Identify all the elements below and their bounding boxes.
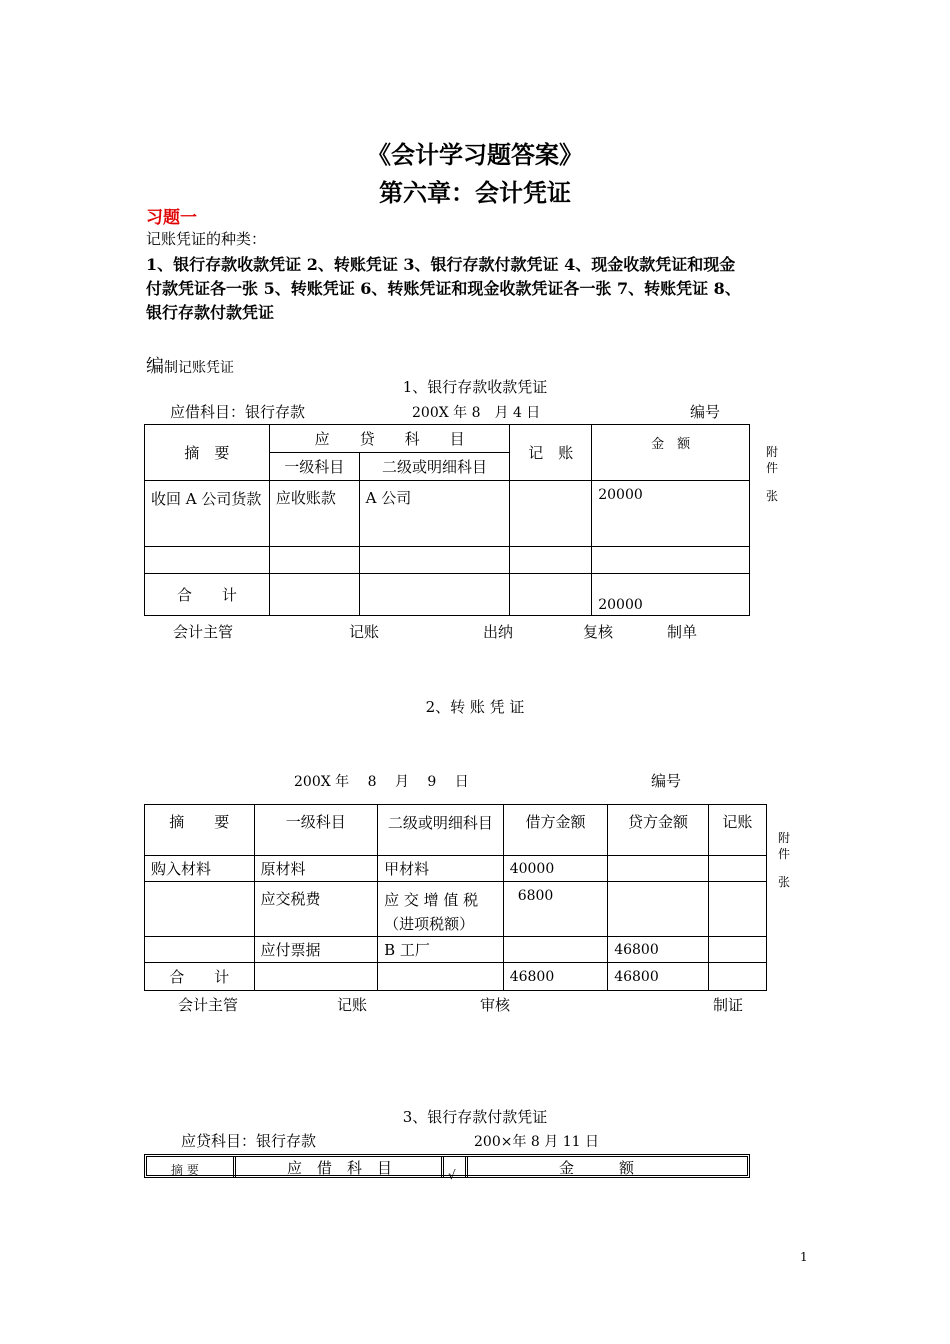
voucher1-empty-cell (359, 574, 510, 616)
voucher2-row2-debit: 6800 (503, 882, 608, 937)
voucher2-sig-supervisor: 会计主管 (178, 996, 239, 1014)
voucher2-row2-summary (145, 882, 255, 937)
voucher2-empty-cell (708, 963, 766, 991)
voucher2-header-summary: 摘 要 (145, 805, 255, 856)
voucher3-header-row (144, 1154, 750, 1178)
voucher1-header-credit: 应 贷 科 目 (269, 425, 510, 453)
voucher2-header-debit: 借方金额 (503, 805, 608, 856)
voucher2-row3-credit: 46800 (608, 937, 708, 963)
voucher1-total-label: 合 计 (145, 574, 270, 616)
column-divider (465, 1156, 471, 1178)
column-divider (441, 1156, 447, 1178)
voucher2-row2-level1: 应交税费 (254, 882, 378, 937)
voucher2-header-level1: 一级科目 (254, 805, 378, 856)
voucher2-empty-cell (254, 963, 378, 991)
voucher1-attach-char: 附 (766, 445, 779, 459)
voucher1-empty-cell (145, 547, 270, 574)
question-text: 记账凭证的种类： (146, 230, 267, 248)
voucher3-check-mark: √ (448, 1168, 456, 1182)
voucher2-attachment-label (778, 830, 790, 890)
voucher2-row3-summary (145, 937, 255, 963)
voucher2-table (144, 804, 767, 991)
voucher2-row3-debit (503, 937, 608, 963)
voucher2-row1-debit: 40000 (503, 856, 608, 882)
voucher2-row3-post (708, 937, 766, 963)
voucher1-row1-summary: 收回 A 公司货款 (145, 481, 270, 547)
voucher2-empty-cell (378, 963, 504, 991)
voucher1-sig-reviewer: 复核 (583, 623, 614, 641)
voucher1-header-summary: 摘 要 (145, 425, 270, 481)
voucher1-empty-cell (510, 574, 592, 616)
voucher2-row1-credit (608, 856, 708, 882)
voucher1-title: 1、银行存款收款凭证 (402, 378, 548, 396)
voucher2-attach-char: 张 (778, 875, 791, 889)
voucher2-header-level2: 二级或明细科目 (378, 805, 504, 856)
page-number: 1 (800, 1250, 808, 1264)
answer-line-2: 付款凭证各一张 5、转账凭证 6、转账凭证和现金收款凭证各一张 7、转账凭证 8、 (146, 279, 741, 298)
voucher2-header-credit: 贷方金额 (608, 805, 708, 856)
voucher1-sig-bookkeeper: 记账 (349, 623, 380, 641)
section-heading-first: 编 (146, 356, 164, 377)
voucher3-header-summary: 摘 要 (171, 1163, 199, 1177)
voucher1-row1-level1: 应收账款 (269, 481, 359, 547)
section-heading-rest: 制记账凭证 (164, 360, 234, 376)
voucher1-sig-preparer: 制单 (667, 623, 698, 641)
voucher2-attach-char: 附 (778, 831, 791, 845)
document-title: 《会计学习题答案》 (367, 140, 583, 169)
voucher2-title: 2、转 账 凭 证 (425, 698, 525, 716)
voucher1-total-amount: 20000 (592, 574, 750, 616)
voucher2-row1-post (708, 856, 766, 882)
voucher2-sig-bookkeeper: 记账 (337, 996, 368, 1014)
voucher2-row1-level2: 甲材料 (378, 856, 504, 882)
chapter-title: 第六章：会计凭证 (379, 178, 571, 207)
answer-line-3: 银行存款付款凭证 (146, 303, 275, 322)
voucher3-header-debit: 应 借 科 目 (287, 1159, 393, 1177)
voucher1-empty-cell (359, 547, 510, 574)
voucher1-empty-cell (592, 547, 750, 574)
voucher2-row3-level1: 应付票据 (254, 937, 378, 963)
voucher1-table (144, 424, 750, 616)
voucher1-debit-account: 应借科目：银行存款 (170, 403, 306, 421)
voucher1-row1-amount: 20000 (592, 481, 750, 547)
voucher2-row3-level2: B 工厂 (378, 937, 504, 963)
voucher1-date: 200X 年 8 月 4 日 (412, 405, 541, 421)
voucher1-header-level2: 二级或明细科目 (359, 453, 510, 481)
voucher1-row1-post (510, 481, 592, 547)
voucher1-empty-cell (510, 547, 592, 574)
voucher3-date: 200×年 8 月 11 日 (474, 1134, 599, 1150)
voucher1-empty-cell (269, 574, 359, 616)
voucher2-number-label: 编号 (651, 772, 682, 790)
voucher1-attach-char: 张 (766, 489, 779, 503)
voucher1-header-post: 记 账 (510, 425, 592, 481)
voucher1-sig-cashier: 出纳 (483, 623, 514, 641)
voucher1-row1-level2: A 公司 (359, 481, 510, 547)
voucher1-number-label: 编号 (690, 403, 721, 421)
voucher2-total-debit: 46800 (503, 963, 608, 991)
voucher2-date: 200X 年 8 月 9 日 (294, 774, 469, 790)
voucher2-total-credit: 46800 (608, 963, 708, 991)
voucher2-row2-post (708, 882, 766, 937)
voucher1-header-level1: 一级科目 (269, 453, 359, 481)
voucher2-row1-summary: 购入材料 (145, 856, 255, 882)
voucher1-attachment-label (766, 444, 778, 504)
column-divider (233, 1156, 239, 1178)
voucher3-header-amount: 金 额 (559, 1159, 635, 1177)
answer-line-1: 1、银行存款收款凭证 2、转账凭证 3、银行存款付款凭证 4、现金收款凭证和现金 (146, 255, 736, 274)
section-heading (146, 352, 234, 378)
voucher2-total-label: 合 计 (145, 963, 255, 991)
voucher2-row1-level1: 原材料 (254, 856, 378, 882)
voucher1-header-amount: 金 额 (592, 425, 750, 481)
voucher3-title: 3、银行存款付款凭证 (402, 1108, 548, 1126)
voucher1-empty-cell (269, 547, 359, 574)
voucher1-sig-supervisor: 会计主管 (173, 623, 234, 641)
exercise-heading: 习题一 (146, 208, 197, 228)
voucher2-attach-char: 件 (778, 847, 791, 861)
voucher2-row2-credit (608, 882, 708, 937)
voucher1-attach-char: 件 (766, 461, 779, 475)
voucher2-sig-preparer: 制证 (713, 996, 744, 1014)
voucher2-header-post: 记账 (708, 805, 766, 856)
voucher2-sig-auditor: 审核 (480, 996, 511, 1014)
voucher2-row2-level2: 应 交 增 值 税（进项税额） (378, 882, 504, 937)
voucher3-credit-account: 应贷科目：银行存款 (181, 1132, 317, 1150)
